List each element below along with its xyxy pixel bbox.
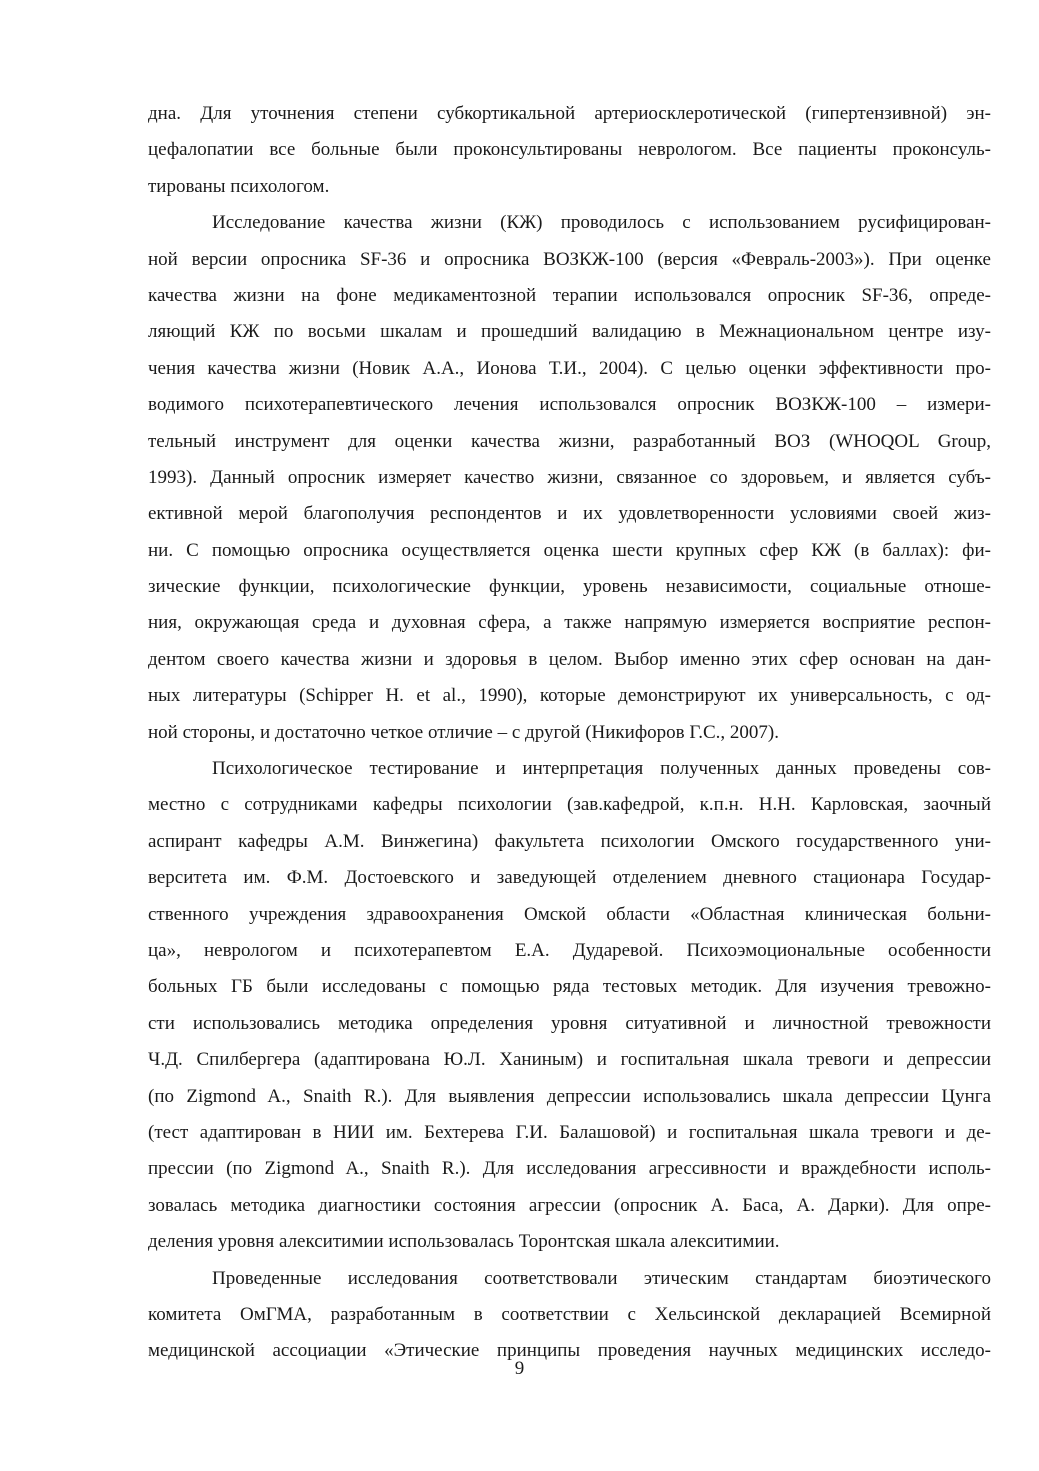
text-line: деления уровня алекситимии использовалась Торонтская шкала алекситимии.: [148, 1231, 780, 1253]
text-line: цефалопатии все больные были проконсультированы неврологом. Все пациенты проконсуль-: [148, 139, 991, 161]
page-number: 9: [514, 1358, 525, 1379]
paragraph-quality-of-life: [148, 205, 991, 751]
text-line: чения качества жизни (Новик А.А., Ионова Т.И., 2004). С целью оценки эффективности про-: [148, 357, 991, 379]
text-line: больных ГБ были исследованы с помощью ряда тестовых методик. Для изучения тревожно-: [148, 976, 991, 998]
text-line: тированы психологом.: [148, 175, 330, 197]
text-line: тельный инструмент для оценки качества жизни, разработанный ВОЗ (WHOQOL Group,: [148, 430, 991, 452]
paragraph-continuation: [148, 96, 991, 205]
text-line: зические функции, психологические функции, уровень независимости, социальные отноше-: [148, 576, 991, 598]
text-line: комитета ОмГМА, разработанным в соответствии с Хельсинской декларацией Всемирной: [148, 1303, 991, 1325]
text-line: ственного учреждения здравоохранения Омской области «Областная клиническая больни-: [148, 903, 991, 925]
text-line: Исследование качества жизни (КЖ) проводилось с использованием русифицирован-: [212, 212, 991, 234]
text-line: сти использовались методика определения уровня ситуативной и личностной тревожности: [148, 1012, 991, 1034]
text-line: верситета им. Ф.М. Достоевского и заведующей отделением дневного стационара Государ-: [148, 867, 991, 889]
text-line: (тест адаптирован в НИИ им. Бехтерева Г.И. Балашовой) и госпитальная шкала тревоги и де-: [148, 1121, 991, 1143]
text-line: медицинской ассоциации «Этические принципы проведения научных медицинских исследо-: [148, 1340, 991, 1362]
text-line: Ч.Д. Спилбергера (адаптирована Ю.Л. Ханиным) и госпитальная шкала тревоги и депрессии: [148, 1049, 991, 1071]
text-line: ной стороны, и достаточно четкое отличие – с другой (Никифоров Г.С., 2007).: [148, 721, 779, 743]
text-line: дентом своего качества жизни и здоровья в целом. Выбор именно этих сфер основан на дан-: [148, 648, 991, 670]
text-line: ных литературы (Schipper H. et al., 1990), которые демонстрируют их универсальность, с од-: [148, 685, 991, 707]
text-line: аспирант кафедры А.М. Винжегина) факультета психологии Омского государственного уни-: [148, 830, 991, 852]
text-line: ляющий КЖ по восьми шкалам и прошедший валидацию в Межнациональном центре изу-: [148, 321, 991, 343]
text-line: зовалась методика диагностики состояния агрессии (опросник А. Баса, А. Дарки). Для опре-: [148, 1194, 991, 1216]
text-line: местно с сотрудниками кафедры психологии (зав.кафедрой, к.п.н. Н.Н. Карловская, заочный: [148, 794, 991, 816]
body-text: [148, 96, 991, 1370]
text-line: ной версии опросника SF-36 и опросника ВОЗКЖ-100 (версия «Февраль-2003»). При оценке: [148, 248, 991, 270]
text-line: 1993). Данный опросник измеряет качество жизни, связанное со здоровьем, и является субъ-: [148, 466, 991, 488]
text-line: водимого психотерапевтического лечения использовался опросник ВОЗКЖ-100 – измери-: [148, 394, 991, 416]
text-line: ни. С помощью опросника осуществляется оценка шести крупных сфер КЖ (в баллах): фи-: [148, 539, 991, 561]
paragraph-ethics: [148, 1261, 991, 1370]
paragraph-psychological-testing: [148, 751, 991, 1260]
text-line: ективной мерой благополучия респондентов и их удовлетворенности условиями своей жиз-: [148, 503, 991, 525]
text-line: качества жизни на фоне медикаментозной терапии использовался опросник SF-36, опреде-: [148, 284, 991, 306]
text-line: Проведенные исследования соответствовали этическим стандартам биоэтического: [212, 1267, 991, 1289]
text-line: дна. Для уточнения степени субкортикальной артериосклеротической (гипертензивной) эн-: [148, 103, 991, 124]
text-line: (по Zigmond A., Snaith R.). Для выявления депрессии использовались шкала депрессии Цунга: [148, 1085, 991, 1107]
text-line: прессии (по Zigmond A., Snaith R.). Для исследования агрессивности и враждебности исполь-: [148, 1158, 991, 1180]
text-line: Психологическое тестирование и интерпретация полученных данных проведены сов-: [212, 758, 991, 780]
text-line: ца», неврологом и психотерапевтом Е.А. Дударевой. Психоэмоциональные особенности: [148, 939, 991, 961]
text-line: ния, окружающая среда и духовная сфера, а также напрямую измеряется восприятие респон-: [148, 612, 991, 634]
